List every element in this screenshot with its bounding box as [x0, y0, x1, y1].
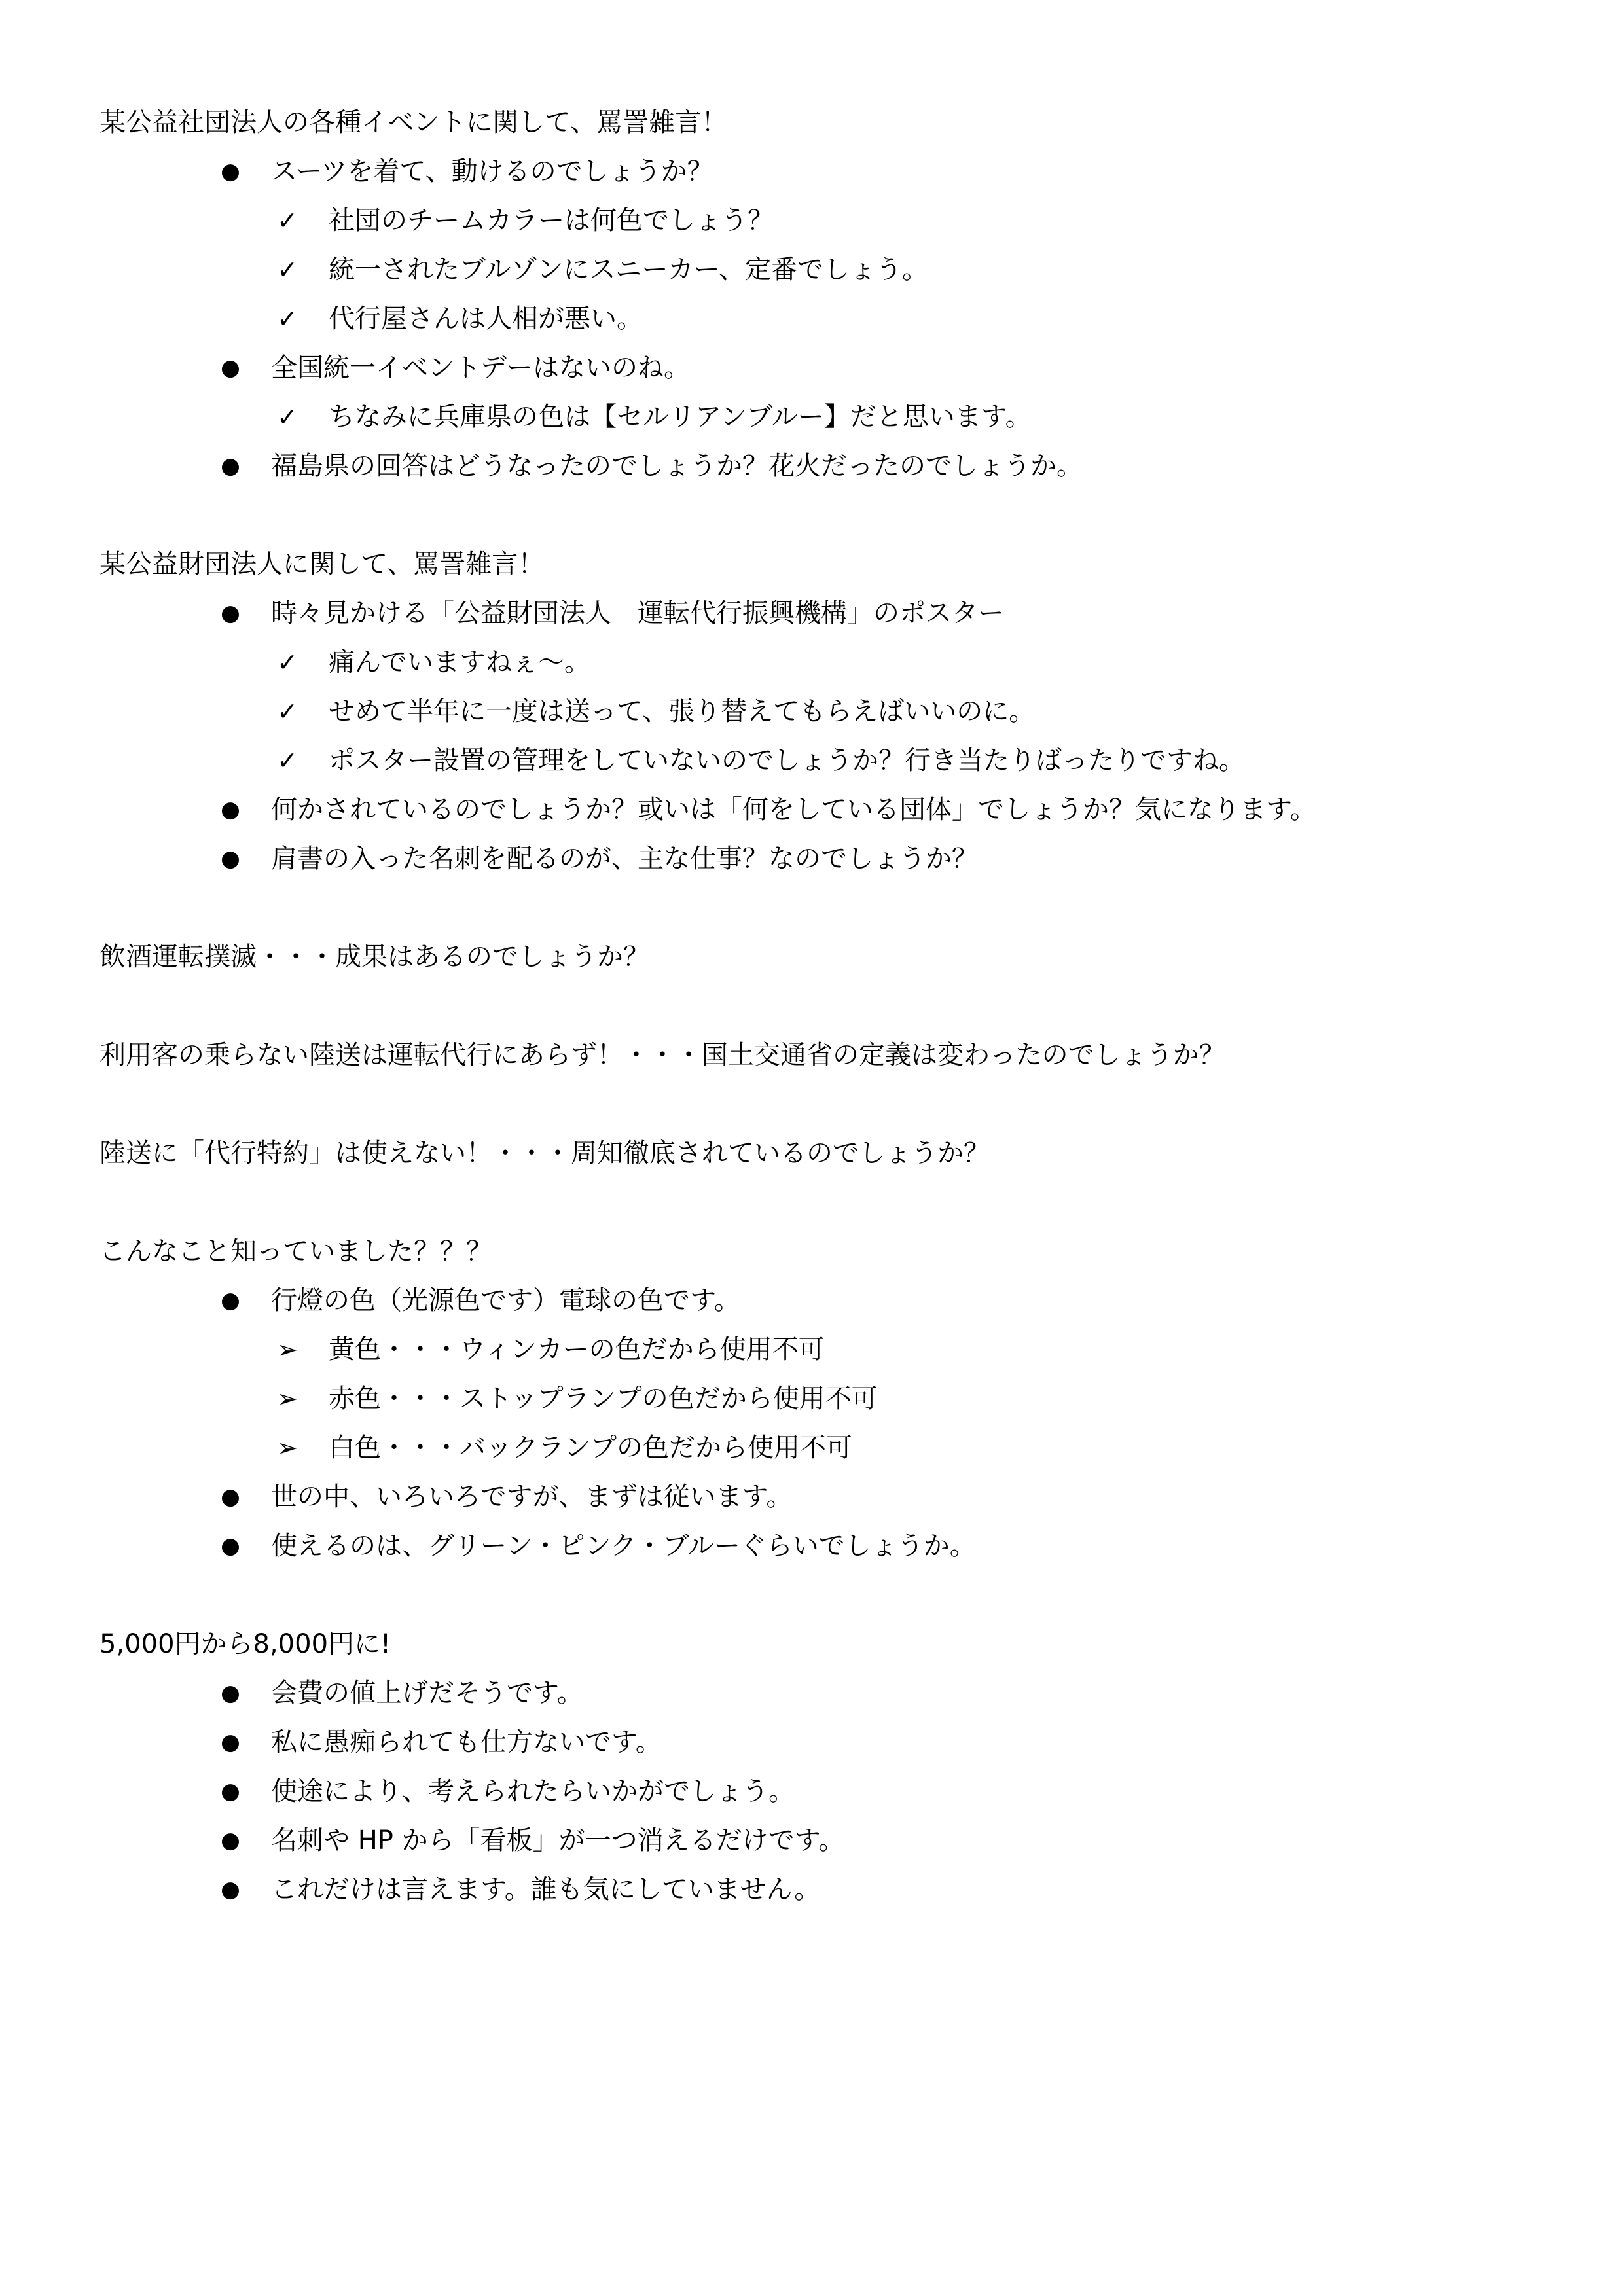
line-text: 飲酒運転撲滅・・・成果はあるのでしょうか？	[99, 942, 649, 972]
section-heading	[99, 1031, 1526, 1080]
line-text: こんなこと知っていました？？？	[99, 1236, 492, 1266]
bullet-dot-icon: ●	[221, 846, 240, 872]
bullet-dot-icon: ●	[221, 1729, 240, 1755]
bullet-item	[99, 344, 1526, 393]
bullet-dot-icon: ●	[221, 453, 240, 479]
bullet-dot-icon: ●	[221, 1484, 240, 1510]
section-heading	[99, 1620, 1526, 1669]
bullet-dot-icon: ●	[221, 797, 240, 823]
sub-bullet-item	[99, 1374, 1526, 1424]
line-text: 赤色・・・ストップランプの色だから使用不可	[329, 1384, 878, 1414]
bullet-dot-icon: ●	[221, 1533, 240, 1559]
line-text: せめて半年に一度は送って、張り替えてもらえばいいのに。	[329, 696, 1036, 726]
bullet-dot-icon: ●	[221, 355, 240, 381]
sub-bullet-item	[99, 1325, 1526, 1374]
checkmark-icon: ✓	[277, 746, 298, 775]
line-text: 利用客の乗らない陸送は運転代行にあらず！・・・国土交通省の定義は変わったのでしょうか？	[99, 1040, 1225, 1070]
line-text: 代行屋さんは人相が悪い。	[329, 304, 643, 334]
line-text: 使途により、考えられたらいかがでしょう。	[271, 1776, 795, 1806]
line-text: 陸送に「代行特約」は使えない！・・・周知徹底されているのでしょうか？	[99, 1138, 990, 1168]
checkmark-icon: ✓	[277, 403, 298, 431]
checkmark-icon: ✓	[277, 206, 298, 235]
bullet-item	[99, 1718, 1526, 1767]
blank-line	[99, 1080, 1526, 1129]
line-text: 黄色・・・ウィンカーの色だから使用不可	[329, 1335, 825, 1365]
line-text: スーツを着て、動けるのでしょうか？	[271, 156, 713, 187]
line-text: 肩書の入った名刺を配るのが、主な仕事？なのでしょうか？	[271, 844, 978, 874]
line-text: 某公益財団法人に関して、罵詈雑言！	[99, 549, 545, 579]
section-heading	[99, 933, 1526, 982]
arrowhead-icon: ➢	[277, 1384, 298, 1413]
line-text: 使えるのは、グリーン・ピンク・ブルーぐらいでしょうか。	[271, 1531, 976, 1561]
line-text: 世の中、いろいろですが、まずは従います。	[271, 1482, 793, 1512]
line-text: ちなみに兵庫県の色は【セルリアンブルー】だと思います。	[329, 402, 1032, 432]
sub-bullet-item	[99, 393, 1526, 442]
bullet-item	[99, 589, 1526, 638]
sub-bullet-item	[99, 736, 1526, 785]
sub-bullet-item	[99, 295, 1526, 344]
bullet-dot-icon: ●	[221, 1778, 240, 1804]
section-heading	[99, 1129, 1526, 1178]
checkmark-icon: ✓	[277, 255, 298, 284]
line-text: 福島県の回答はどうなったのでしょうか？花火だったのでしょうか。	[271, 451, 1083, 481]
section-heading	[99, 540, 1526, 589]
bullet-item	[99, 1669, 1526, 1718]
bullet-dot-icon: ●	[221, 600, 240, 626]
line-text: 統一されたブルゾンにスニーカー、定番でしょう。	[329, 255, 928, 285]
sub-bullet-item	[99, 196, 1526, 245]
bullet-item	[99, 785, 1526, 834]
line-text: 5,000円から8,000円に!	[99, 1629, 391, 1659]
bullet-item	[99, 1816, 1526, 1865]
checkmark-icon: ✓	[277, 648, 298, 677]
blank-line	[99, 884, 1526, 933]
blank-line	[99, 1571, 1526, 1620]
sub-bullet-item	[99, 1424, 1526, 1473]
line-text: 会費の値上げだそうです。	[271, 1678, 583, 1708]
blank-line	[99, 491, 1526, 540]
blank-line	[99, 1178, 1526, 1227]
sub-bullet-item	[99, 245, 1526, 295]
bullet-item	[99, 1473, 1526, 1522]
sub-bullet-item	[99, 687, 1526, 736]
section-heading	[99, 98, 1526, 147]
line-text: 何かされているのでしょうか？或いは「何をしている団体」でしょうか？気になります。	[271, 795, 1316, 825]
arrowhead-icon: ➢	[277, 1433, 298, 1462]
bullet-dot-icon: ●	[221, 1287, 240, 1314]
line-text: 某公益社団法人の各種イベントに関して、罵詈雑言！	[99, 107, 728, 137]
bullet-item	[99, 1767, 1526, 1816]
bullet-item	[99, 442, 1526, 491]
line-text: 全国統一イベントデーはないのね。	[271, 353, 690, 383]
line-text: 社団のチームカラーは何色でしょう？	[329, 206, 774, 236]
line-text: 行燈の色（光源色です）電球の色です。	[271, 1285, 740, 1316]
checkmark-icon: ✓	[277, 304, 298, 333]
bullet-dot-icon: ●	[221, 158, 240, 185]
line-text: 私に愚痴られても仕方ないです。	[271, 1727, 662, 1757]
sub-bullet-item	[99, 638, 1526, 687]
bullet-dot-icon: ●	[221, 1827, 240, 1854]
bullet-item	[99, 834, 1526, 884]
section-heading	[99, 1227, 1526, 1276]
line-text: 時々見かける「公益財団法人 運転代行振興機構」のポスター	[271, 598, 1004, 628]
bullet-dot-icon: ●	[221, 1680, 240, 1706]
bullet-dot-icon: ●	[221, 1876, 240, 1903]
arrowhead-icon: ➢	[277, 1335, 298, 1364]
line-text: 痛んでいますねぇ～。	[329, 647, 590, 677]
bullet-item	[99, 147, 1526, 196]
line-text: これだけは言えます。誰も気にしていません。	[271, 1874, 821, 1905]
document-body	[99, 98, 1526, 1914]
bullet-item	[99, 1865, 1526, 1914]
checkmark-icon: ✓	[277, 697, 298, 726]
bullet-item	[99, 1522, 1526, 1571]
line-text: 名刺や HP から「看板」が一つ消えるだけです。	[271, 1825, 845, 1856]
line-text: ポスター設置の管理をしていないのでしょうか？行き当たりばったりですね。	[329, 745, 1245, 776]
line-text: 白色・・・バックランプの色だから使用不可	[329, 1433, 852, 1463]
bullet-item	[99, 1276, 1526, 1325]
blank-line	[99, 982, 1526, 1031]
